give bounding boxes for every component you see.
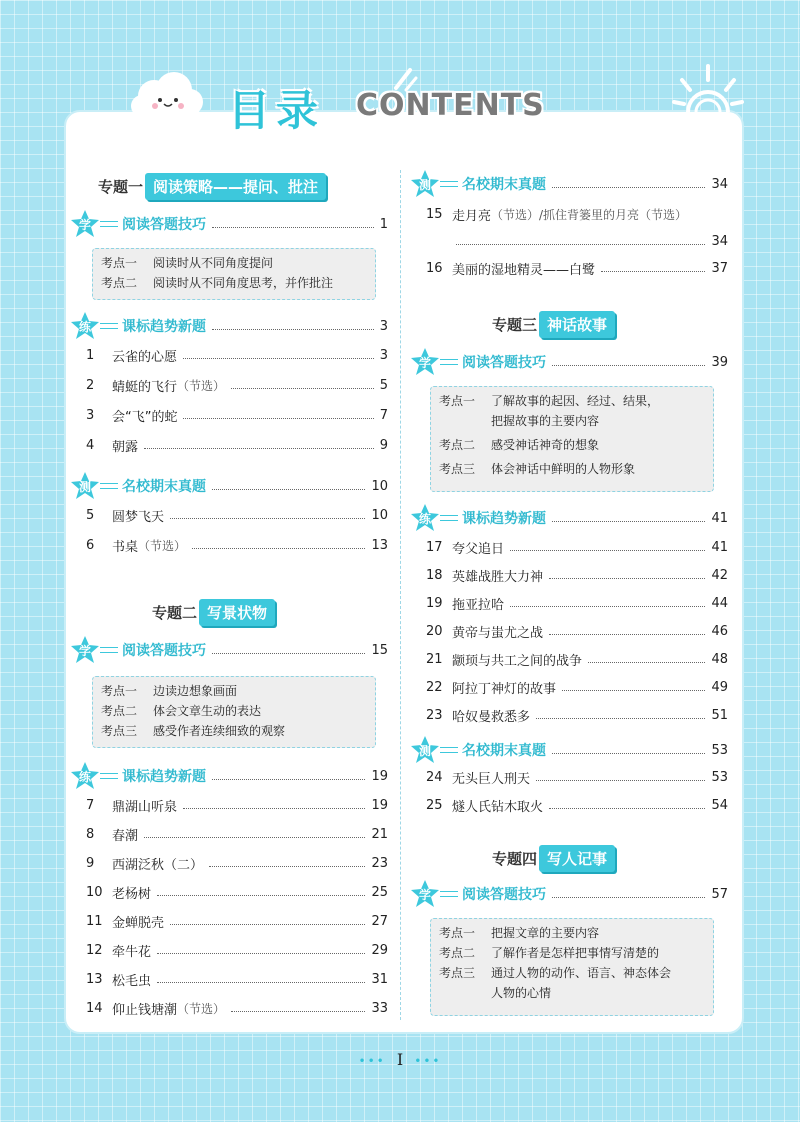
sun-icon — [672, 62, 744, 118]
key-point: 考点一 边读边想象画面 — [101, 684, 238, 698]
leader-dots — [212, 329, 374, 330]
toc-entry[interactable]: 2 蜻蜓的飞行 （节选） 5 — [86, 377, 388, 395]
leader-dots — [552, 897, 705, 898]
key-points-box — [92, 248, 376, 300]
section-reading-skills[interactable] — [410, 350, 728, 374]
badge-icon: 学 — [70, 635, 100, 665]
toc-entry[interactable]: 23 哈奴曼救悉多 51 — [426, 707, 728, 725]
key-points-box — [430, 918, 714, 1016]
section-rule — [100, 323, 118, 329]
leader-dots — [552, 187, 705, 188]
toc-entry[interactable]: 25 燧人氏钻木取火 54 — [426, 797, 728, 815]
key-point: 考点一 阅读时从不同角度提问 — [101, 256, 274, 270]
leader-dots — [212, 227, 374, 228]
topic-2-header — [152, 598, 275, 626]
section-rule — [100, 647, 118, 653]
toc-entry[interactable]: 20 黄帝与蚩尤之战 46 — [426, 623, 728, 641]
toc-entry[interactable]: 14 仰止钱塘潮 （节选） 33 — [86, 1000, 388, 1018]
page-title: 目录 — [228, 86, 325, 135]
footer-dots: ••• — [414, 1054, 442, 1068]
section-reading-skills[interactable] — [70, 638, 388, 662]
key-point: 考点三 体会神话中鲜明的人物形象 — [439, 462, 636, 476]
toc-entry[interactable]: 9 西湖泛秋（二） 23 — [86, 855, 388, 873]
badge-icon: 练 — [70, 311, 100, 341]
key-points-box — [92, 676, 376, 748]
toc-entry[interactable]: 7 鼎湖山听泉 19 — [86, 797, 388, 815]
section-new-questions[interactable] — [70, 314, 388, 338]
page-number-roman: I — [396, 1050, 404, 1069]
toc-entry[interactable]: 1 云雀的心愿 3 — [86, 347, 388, 365]
toc-entry[interactable]: 13 松毛虫 31 — [86, 971, 388, 989]
column-divider — [400, 170, 401, 1020]
page-number: 53 — [711, 742, 728, 758]
leader-dots — [212, 489, 365, 490]
badge-icon: 测 — [70, 471, 100, 501]
toc-entry-continued[interactable]: 34 — [456, 230, 728, 252]
section-title: 课标趋势新题 — [122, 319, 206, 335]
toc-entry[interactable]: 11 金蝉脱壳 27 — [86, 913, 388, 931]
section-title: 名校期末真题 — [462, 743, 546, 759]
page-footer — [0, 1050, 800, 1069]
section-reading-skills[interactable] — [410, 882, 728, 906]
section-title: 名校期末真题 — [122, 479, 206, 495]
sparkle-icon — [390, 64, 420, 94]
section-past-exams[interactable] — [410, 172, 728, 196]
page-number: 57 — [711, 886, 728, 902]
section-title: 阅读答题技巧 — [122, 217, 206, 233]
key-point: 考点三 感受作者连续细致的观察 — [101, 724, 286, 738]
leader-dots — [212, 779, 365, 780]
leader-dots — [552, 753, 705, 754]
section-rule — [100, 221, 118, 227]
section-rule — [440, 515, 458, 521]
toc-entry[interactable]: 21 颛顼与共工之间的战争 48 — [426, 651, 728, 669]
section-rule — [100, 773, 118, 779]
topic-label: 专题二 — [152, 603, 198, 622]
cloud-icon — [126, 70, 208, 140]
section-past-exams[interactable] — [70, 474, 388, 498]
badge-icon: 练 — [70, 761, 100, 791]
topic-label: 专题四 — [492, 849, 538, 868]
section-title: 课标趋势新题 — [462, 511, 546, 527]
toc-entry[interactable]: 19 拖亚拉哈 44 — [426, 595, 728, 613]
topic-tag: 阅读策略——提问、批注 — [145, 173, 326, 200]
section-title: 阅读答题技巧 — [462, 887, 546, 903]
leader-dots — [212, 653, 365, 654]
toc-entry[interactable]: 5 圆梦飞天 10 — [86, 507, 388, 525]
toc-entry[interactable]: 6 书桌 （节选） 13 — [86, 537, 388, 555]
section-rule — [100, 483, 118, 489]
toc-entry[interactable]: 15 走月亮 （节选）/抓住背篓里的月亮（节选） — [426, 206, 688, 224]
page-number: 3 — [379, 318, 388, 334]
section-rule — [440, 747, 458, 753]
badge-icon: 测 — [410, 735, 440, 765]
toc-entry[interactable]: 12 牵牛花 29 — [86, 942, 388, 960]
toc-entry[interactable]: 22 阿拉丁神灯的故事 49 — [426, 679, 728, 697]
section-past-exams[interactable] — [410, 738, 728, 762]
key-point: 考点二 了解作者是怎样把事情写清楚的 — [439, 946, 660, 960]
section-title: 阅读答题技巧 — [122, 643, 206, 659]
page-number: 41 — [711, 510, 728, 526]
toc-entry[interactable]: 8 春潮 21 — [86, 826, 388, 844]
badge-icon: 学 — [70, 209, 100, 239]
section-title: 名校期末真题 — [462, 177, 546, 193]
topic-tag: 神话故事 — [539, 311, 615, 338]
topic-label: 专题一 — [98, 177, 144, 196]
toc-entry[interactable]: 10 老杨树 25 — [86, 884, 388, 902]
section-rule — [440, 359, 458, 365]
leader-dots — [552, 521, 705, 522]
page-number: 10 — [371, 478, 388, 494]
toc-entry[interactable]: 24 无头巨人刑天 53 — [426, 769, 728, 787]
section-reading-skills[interactable] — [70, 212, 388, 236]
badge-icon: 学 — [410, 879, 440, 909]
key-point: 考点三 通过人物的动作、语言、神态体会 人物的心情 — [439, 966, 672, 1000]
key-point: 考点二 体会文章生动的表达 — [101, 704, 262, 718]
toc-entry[interactable]: 3 会“飞”的蛇 7 — [86, 407, 388, 425]
key-points-box — [430, 386, 714, 492]
key-point: 考点一 了解故事的起因、经过、结果， 把握故事的主要内容 — [439, 394, 660, 428]
toc-entry[interactable]: 4 朝露 9 — [86, 437, 388, 455]
topic-3-header — [492, 310, 615, 338]
topic-tag: 写景状物 — [199, 599, 275, 626]
toc-entry[interactable]: 16 美丽的湿地精灵——白鹭 37 — [426, 260, 728, 278]
page-number: 39 — [711, 354, 728, 370]
topic-1-header — [98, 172, 326, 200]
toc-entry[interactable]: 18 英雄战胜大力神 42 — [426, 567, 728, 585]
key-point: 考点二 感受神话神奇的想象 — [439, 438, 600, 452]
key-point: 考点二 阅读时从不同角度思考，并作批注 — [101, 276, 334, 290]
topic-tag: 写人记事 — [539, 845, 615, 872]
badge-icon: 练 — [410, 503, 440, 533]
leader-dots — [552, 365, 705, 366]
section-new-questions[interactable] — [70, 764, 388, 788]
key-point: 考点一 把握文章的主要内容 — [439, 926, 600, 940]
page-subtitle: CONTENTS — [356, 88, 545, 123]
section-new-questions[interactable] — [410, 506, 728, 530]
topic-label: 专题三 — [492, 315, 538, 334]
section-rule — [440, 891, 458, 897]
page-number: 1 — [379, 216, 388, 232]
badge-icon: 学 — [410, 347, 440, 377]
page-number: 34 — [711, 176, 728, 192]
toc-entry[interactable]: 17 夸父追日 41 — [426, 539, 728, 557]
badge-icon: 测 — [410, 169, 440, 199]
page-number: 19 — [371, 768, 388, 784]
section-rule — [440, 181, 458, 187]
section-title: 课标趋势新题 — [122, 769, 206, 785]
page-number: 15 — [371, 642, 388, 658]
topic-4-header — [492, 844, 615, 872]
footer-dots: ••• — [358, 1054, 386, 1068]
section-title: 阅读答题技巧 — [462, 355, 546, 371]
